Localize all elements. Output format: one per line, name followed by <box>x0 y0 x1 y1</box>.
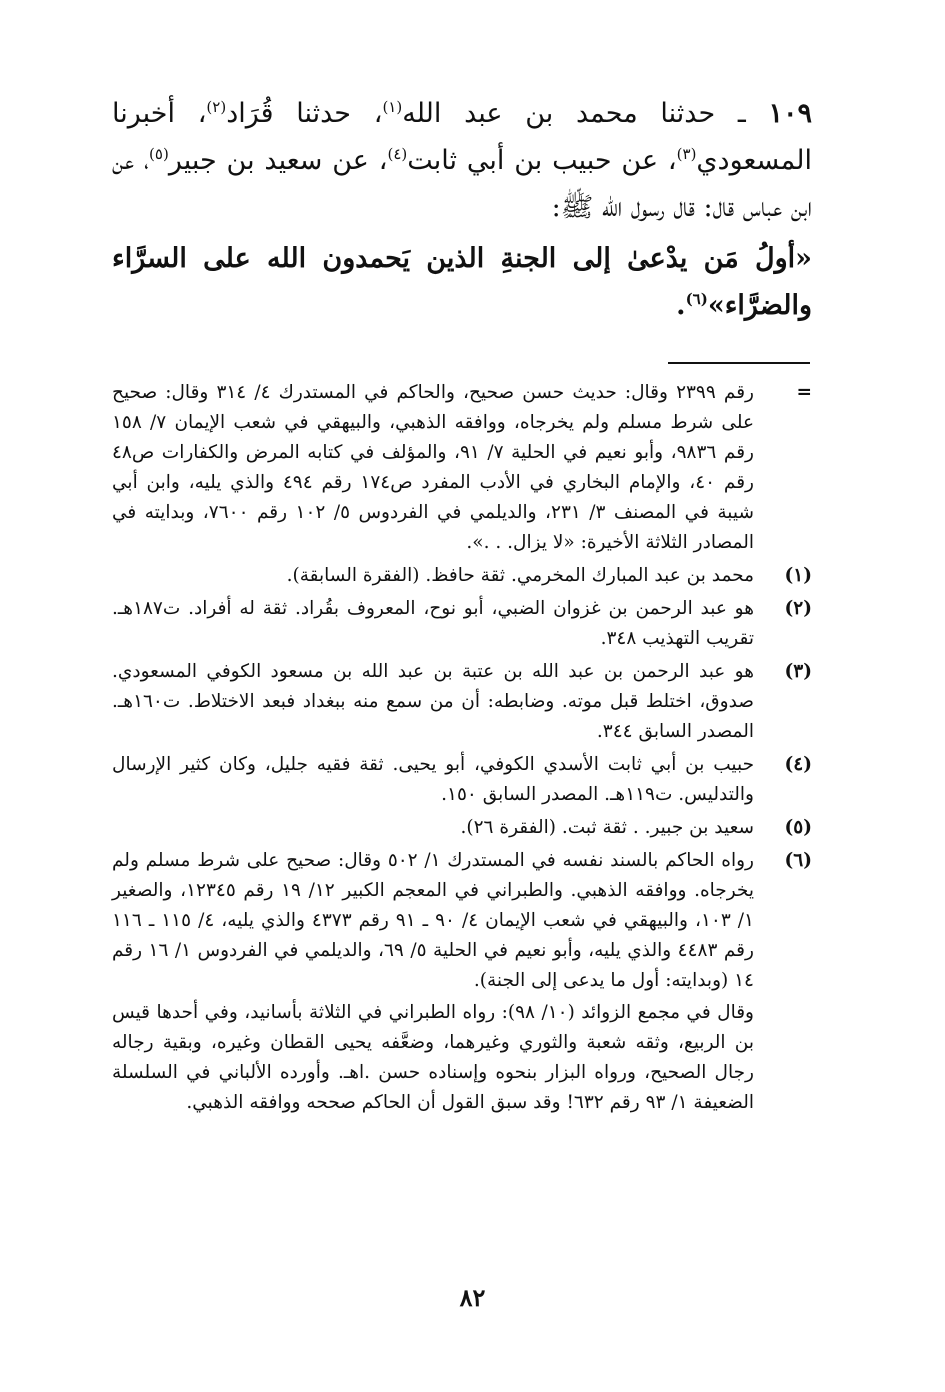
isnad-part: ، حدثنا قُرَاد <box>226 98 383 129</box>
isnad-part: ، أخبرنا المسعودي <box>112 98 812 176</box>
footnote-ref: (١) <box>382 98 403 116</box>
footnote-marker: (٦) <box>784 850 812 871</box>
footnote-ref: (٥) <box>149 145 169 163</box>
page-number: ٨٢ <box>459 1283 486 1312</box>
footnote-6 <box>112 846 812 996</box>
isnad-part: ، عن ابن عباس قال: قال رسول الله ﷺ: <box>112 145 812 223</box>
footnote-marker: (٢) <box>784 598 812 619</box>
footnote-5 <box>112 813 812 843</box>
footnote-text: سعيد بن جبير. . ثقة ثبت. (الفقرة ٢٦). <box>460 817 754 838</box>
footnotes <box>112 378 812 1118</box>
footnote-extra-paragraph: وقال في مجمع الزوائد (١٠/ ٩٨): رواه الطبراني في الثلاثة بأسانيد، وفي أحدها قيس بن الربيع، وثقه شعبة والثوري وغيرهما، وضعَّفه يحيى القطان وغيره، وبقية رجاله رجال الصحيح، ورواه البزار بنحوه وإسناده حسن .اهـ. وأورده الألباني في السلسلة الضعيفة ١/ ٩٣ رقم ٦٣٢! وقد سبق القول أن الحاكم صححه ووافقه الذهبي. <box>112 1002 754 1113</box>
footnote-text: رقم ٢٣٩٩ وقال: حديث حسن صحيح، والحاكم في المستدرك ٤/ ٣١٤ وقال: صحيح على شرط مسلم ولم يخرجاه، ووافقه الذهبي، والبيهقي في شعب الإيمان ٧/ ١٥٨ رقم ٩٨٣٦، وأبو نعيم في الحلية ٧/ ٩١، والمؤلف في كتابه المرض والكفارات ص٤٨ رقم ٤٠، والإمام البخاري في الأدب المفرد ص١٧٤ رقم ٤٩٤ والذي يليه، وابن أبي شيبة في المصنف ٣/ ٢٣١، والديلمي في الفردوس ٥/ ١٠٢ رقم ٧٦٠٠، وبدايته في المصادر الثلاثة الأخيرة: «لا يزال. . .». <box>112 382 754 553</box>
footnote-3 <box>112 657 812 747</box>
footnote-marker: = <box>796 382 812 403</box>
footnote-1 <box>112 561 812 591</box>
footnote-text: هو عبد الرحمن بن عبد الله بن عتبة بن عبد الله بن مسعود الكوفي المسعودي. صدوق، اختلط قبل موته. وضابطه: أن من سمع منه ببغداد فبعد الاختلاط. ت١٦٠هـ. المصدر السابق ٣٤٤. <box>112 661 754 742</box>
footnote-ref: (٦) <box>685 290 708 308</box>
footnote-2 <box>112 594 812 654</box>
isnad-part: ، عن سعيد بن جبير <box>168 145 388 176</box>
footnote-marker: (٥) <box>784 817 812 838</box>
footnote-ref: (٤) <box>387 145 408 163</box>
footnote-text: هو عبد الرحمن بن غزوان الضبي، أبو نوح، المعروف بقُراد. ثقة له أفراد. ت١٨٧هـ. تقريب التهذيب ٣٤٨. <box>112 598 754 649</box>
footnote-ref: (٢) <box>206 98 227 116</box>
isnad <box>112 90 812 231</box>
footnote-marker: (٣) <box>784 661 812 682</box>
hadith-number: ١٠٩ <box>768 98 812 129</box>
isnad-part: ، عن حبيب بن أبي ثابت <box>407 145 677 176</box>
footnote-marker: (٤) <box>784 754 812 775</box>
matn-end: . <box>676 290 686 321</box>
footnote-text: محمد بن عبد المبارك المخرمي. ثقة حافظ. (الفقرة السابقة). <box>286 565 754 586</box>
footnote-4 <box>112 750 812 810</box>
footnote-text: حبيب بن أبي ثابت الأسدي الكوفي، أبو يحيى. ثقة فقيه جليل، وكان كثير الإرسال والتدليس. ت١١٩هـ. المصدر السابق ١٥٠. <box>112 754 754 805</box>
matn-text: «أولُ مَن يدْعىٰ إلى الجنةِ الذين يَحمدون الله على السرَّاء والضرَّاء» <box>112 243 812 321</box>
hadith-block <box>112 90 812 329</box>
isnad-part: ـ حدثنا محمد بن عبد الله <box>402 98 769 129</box>
matn <box>112 235 812 329</box>
footnote-marker: (١) <box>784 565 812 586</box>
main-text <box>112 90 812 329</box>
footnote-separator <box>668 362 810 364</box>
footnote-ref: (٣) <box>676 145 697 163</box>
footnote-text: رواه الحاكم بالسند نفسه في المستدرك ١/ ٥٠٢ وقال: صحيح على شرط مسلم ولم يخرجاه. ووافقه الذهبي. والطبراني في المعجم الكبير ١٢/ ١٩ رقم ١٢٣٤٥، والصغير ١/ ١٠٣، والبيهقي في شعب الإيمان ٤/ ٩٠ ـ ٩١ رقم ٤٣٧٣ والذي يليه، ٤/ ١١٥ ـ ١١٦ رقم ٤٤٨٣ والذي يليه، وأبو نعيم في الحلية ٥/ ٦٩، والديلمي في الفردوس ١/ ١٦ رقم ١٤ (وبدايته: أول ما يدعى إلى الجنة). <box>112 850 755 991</box>
footnote-continuation <box>112 378 812 558</box>
